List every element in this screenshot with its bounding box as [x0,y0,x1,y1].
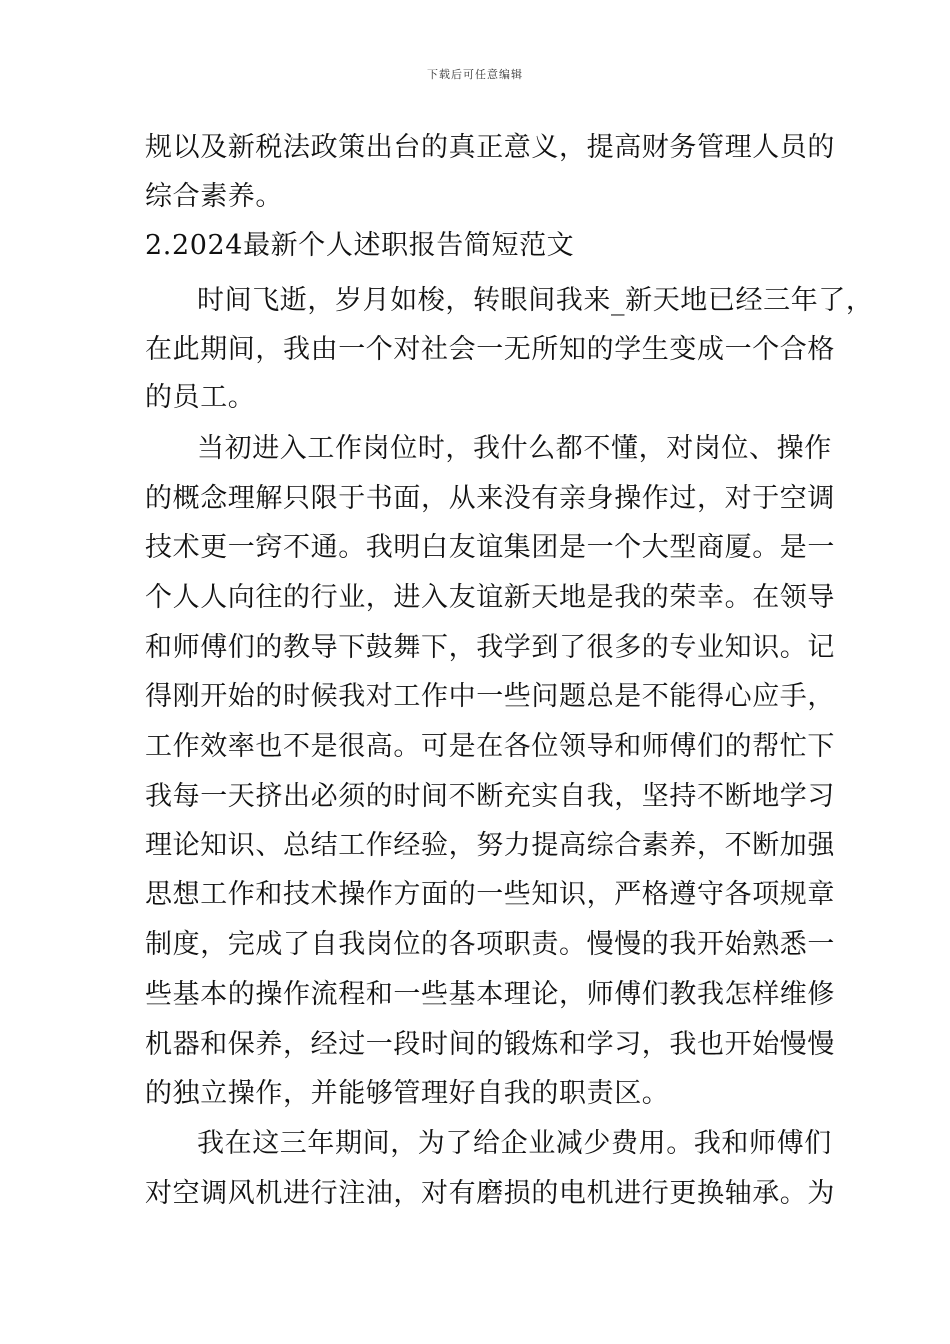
text-line: 理论知识、总结工作经验，努力提高综合素养，不断加强 [145,830,835,861]
text-line: 和师傅们的教导下鼓舞下，我学到了很多的专业知识。记 [145,632,835,663]
text-line: 时间飞逝，岁月如梭，转眼间我来_新天地已经三年了， [197,285,874,316]
text-line: 规以及新税法政策出台的真正意义，提高财务管理人员的 [145,132,835,163]
text-line: 我每一天挤出必须的时间不断充实自我，坚持不断地学习 [145,781,835,812]
text-line: 个人人向往的行业，进入友谊新天地是我的荣幸。在领导 [145,582,835,613]
text-line: 对空调风机进行注油，对有磨损的电机进行更换轴承。为 [145,1178,835,1209]
text-line: 些基本的操作流程和一些基本理论，师傅们教我怎样维修 [145,979,835,1010]
text-line: 的独立操作，并能够管理好自我的职责区。 [145,1078,670,1109]
text-line: 当初进入工作岗位时，我什么都不懂，对岗位、操作 [197,433,832,464]
text-line: 综合素养。 [145,181,283,212]
text-line: 机器和保养，经过一段时间的锻炼和学习，我也开始慢慢 [145,1029,835,1060]
text-line: 的员工。 [145,382,256,413]
text-line: 的概念理解只限于书面，从来没有亲身操作过，对于空调 [145,483,835,514]
text-line: 我在这三年期间，为了给企业减少费用。我和师傅们 [197,1128,832,1159]
text-line: 制度，完成了自我岗位的各项职责。慢慢的我开始熟悉一 [145,929,835,960]
header-note: 下载后可任意编辑 [427,68,523,81]
text-line: 工作效率也不是很高。可是在各位领导和师傅们的帮忙下 [145,731,835,762]
section-heading: 2.2024最新个人述职报告简短范文 [145,230,575,261]
text-line: 得刚开始的时候我对工作中一些问题总是不能得心应手， [145,681,835,712]
text-line: 思想工作和技术操作方面的一些知识，严格遵守各项规章 [145,879,835,910]
text-line: 技术更一窍不通。我明白友谊集团是一个大型商厦。是一 [145,532,835,563]
text-line: 在此期间，我由一个对社会一无所知的学生变成一个合格 [145,334,835,365]
